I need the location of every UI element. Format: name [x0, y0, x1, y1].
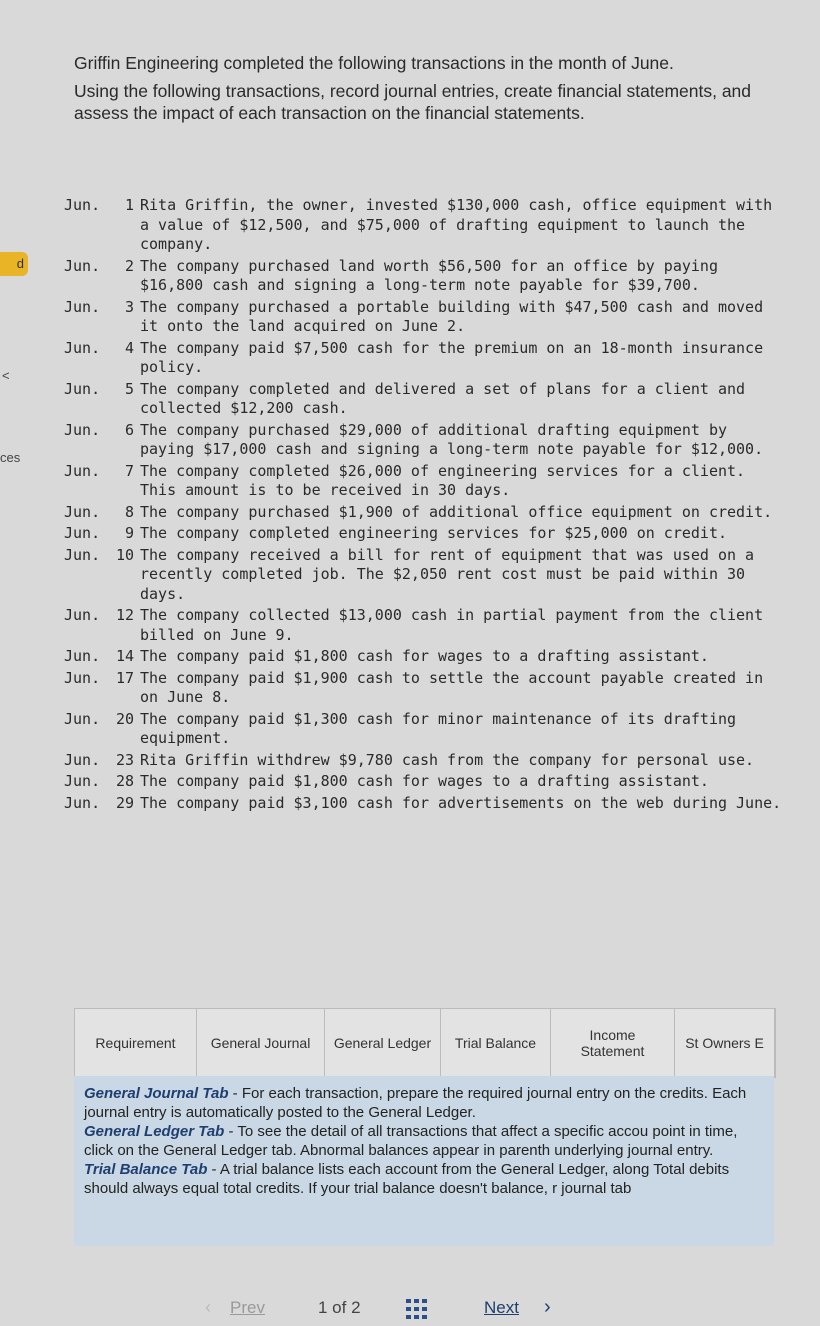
transaction-day: 29: [115, 793, 134, 812]
transaction-date: Jun.: [64, 502, 101, 521]
transaction-row: [64, 546, 784, 605]
transaction-date: Jun.: [64, 709, 101, 728]
transaction-desc: The company purchased $29,000 of additional drafting equipment by paying $17,000 cash and signing a long-term note payable for $12,000.: [140, 420, 764, 458]
transaction-date: Jun.: [64, 750, 101, 769]
transaction-list: [64, 196, 784, 815]
transaction-row: [64, 298, 784, 337]
transaction-day: 7: [124, 461, 134, 480]
transaction-day: 4: [124, 338, 134, 357]
transaction-date: Jun.: [64, 379, 101, 398]
tab-income-statement[interactable]: Income Statement: [551, 1009, 675, 1077]
transaction-date: Jun.: [64, 420, 101, 439]
transaction-desc: Rita Griffin, the owner, invested $130,000 cash, office equipment with a value of $12,500, and $75,000 of drafting equipment to launch the company.: [140, 196, 773, 253]
transaction-desc: The company paid $1,300 cash for minor maintenance of its drafting equipment.: [140, 709, 737, 747]
transaction-row: [64, 669, 784, 708]
transaction-row: [64, 196, 784, 255]
transaction-row: [64, 794, 784, 814]
transaction-day: 3: [124, 297, 134, 316]
instructions-panel: [74, 1076, 774, 1246]
transaction-desc: The company paid $1,800 cash for wages to a drafting assistant.: [140, 647, 709, 665]
transaction-desc: The company purchased land worth $56,500 for an office by paying $16,800 cash and signing a long-term note payable for $39,700.: [140, 256, 718, 294]
transaction-desc: The company paid $1,900 cash to settle the account payable created in on June 8.: [140, 668, 764, 706]
trial-balance-text: - A trial balance lists each account from the General Ledger, along Total debits should always equal total credits. If your trial balance doesn't balance, r journal tab: [84, 1161, 730, 1197]
sidebar-fragment[interactable]: <: [2, 368, 10, 383]
transaction-row: [64, 462, 784, 501]
transaction-date: Jun.: [64, 524, 101, 542]
next-button[interactable]: Next: [484, 1298, 519, 1317]
intro-paragraph-1: Griffin Engineering completed the following transactions in the month of June.: [74, 53, 674, 73]
tab-st-owners-e[interactable]: St Owners E: [675, 1009, 775, 1077]
transaction-day: 17: [115, 668, 134, 687]
transaction-desc: The company completed and delivered a set of plans for a client and collected $12,200 cash.: [140, 379, 746, 417]
transaction-desc: The company paid $3,100 cash for advertisements on the web during June.: [140, 793, 782, 812]
transaction-day: 8: [124, 502, 134, 521]
sidebar-fragment[interactable]: ces: [0, 450, 21, 465]
transaction-row: [64, 421, 784, 460]
transaction-day: 9: [124, 524, 134, 542]
transaction-row: [64, 606, 784, 645]
transaction-desc: The company completed $26,000 of engineering services for a client. This amount is to be received in 30 days.: [140, 461, 746, 499]
general-ledger-text: - To see the detail of all transactions that affect a specific accou point in time, click on the General Ledger tab. Abnormal balances appear in parenth underlying journal entry.: [84, 1123, 738, 1159]
trial-balance-instruction: [84, 1160, 764, 1198]
transaction-row: [64, 772, 784, 792]
chevron-right-icon[interactable]: ›: [544, 1296, 551, 1318]
transaction-row: [64, 647, 784, 667]
transaction-day: 20: [115, 709, 134, 728]
transaction-date: Jun.: [64, 196, 101, 214]
chevron-left-icon[interactable]: ‹: [205, 1297, 211, 1317]
transaction-desc: The company completed engineering services for $25,000 on credit.: [140, 524, 727, 542]
transaction-row: [64, 524, 784, 544]
transaction-date: Jun.: [64, 461, 101, 480]
transaction-day: 28: [115, 772, 134, 790]
transaction-row: [64, 257, 784, 296]
transaction-desc: The company collected $13,000 cash in partial payment from the client billed on June 9.: [140, 606, 764, 644]
general-ledger-instruction: [84, 1122, 764, 1160]
transaction-row: [64, 380, 784, 419]
intro-paragraph-2: Using the following transactions, record journal entries, create financial statements, and assess the impact of each transaction on the financial statements.: [74, 81, 752, 123]
question-intro: [74, 52, 774, 130]
sidebar-badge[interactable]: d: [0, 252, 28, 276]
tab-requirement[interactable]: Requirement: [75, 1009, 197, 1077]
tab-general-ledger[interactable]: General Ledger: [325, 1009, 441, 1077]
transaction-date: Jun.: [64, 297, 101, 316]
grid-icon[interactable]: [406, 1299, 428, 1319]
transaction-day: 14: [115, 647, 134, 665]
pagination: [0, 1296, 820, 1324]
transaction-day: 5: [124, 379, 134, 398]
transaction-desc: The company received a bill for rent of equipment that was used on a recently completed job. The $2,050 rent cost must be paid within 30 days.: [140, 545, 755, 603]
transaction-row: [64, 503, 784, 523]
tab-bar: [74, 1008, 776, 1078]
transaction-day: 23: [115, 750, 134, 769]
transaction-date: Jun.: [64, 338, 101, 357]
transaction-desc: Rita Griffin withdrew $9,780 cash from the company for personal use.: [140, 750, 755, 769]
tab-general-journal[interactable]: General Journal: [197, 1009, 325, 1077]
general-journal-text: - For each transaction, prepare the required journal entry on the credits. Each journal entry is automatically posted to the General Ledger.: [84, 1085, 747, 1121]
page-indicator: 1 of 2: [318, 1298, 361, 1317]
transaction-row: [64, 339, 784, 378]
transaction-day: 12: [115, 606, 134, 624]
transaction-date: Jun.: [64, 545, 101, 564]
transaction-row: [64, 751, 784, 771]
transaction-row: [64, 710, 784, 749]
transaction-desc: The company paid $1,800 cash for wages to a drafting assistant.: [140, 772, 709, 790]
transaction-desc: The company paid $7,500 cash for the premium on an 18-month insurance policy.: [140, 338, 764, 376]
general-journal-title: General Journal Tab: [84, 1085, 229, 1102]
transaction-date: Jun.: [64, 793, 101, 812]
tab-trial-balance[interactable]: Trial Balance: [441, 1009, 551, 1077]
transaction-day: 1: [124, 196, 134, 214]
transaction-date: Jun.: [64, 772, 101, 790]
transaction-date: Jun.: [64, 256, 101, 275]
transaction-date: Jun.: [64, 647, 101, 665]
general-ledger-title: General Ledger Tab: [84, 1123, 225, 1140]
transaction-date: Jun.: [64, 606, 101, 624]
transaction-day: 6: [124, 420, 134, 439]
transaction-day: 2: [124, 256, 134, 275]
transaction-date: Jun.: [64, 668, 101, 687]
transaction-desc: The company purchased a portable building with $47,500 cash and moved it onto the land acquired on June 2.: [140, 297, 764, 335]
transaction-desc: The company purchased $1,900 of additional office equipment on credit.: [140, 502, 773, 521]
general-journal-instruction: [84, 1084, 764, 1122]
trial-balance-title: Trial Balance Tab: [84, 1161, 208, 1178]
prev-button[interactable]: Prev: [230, 1298, 265, 1317]
transaction-day: 10: [115, 545, 134, 564]
